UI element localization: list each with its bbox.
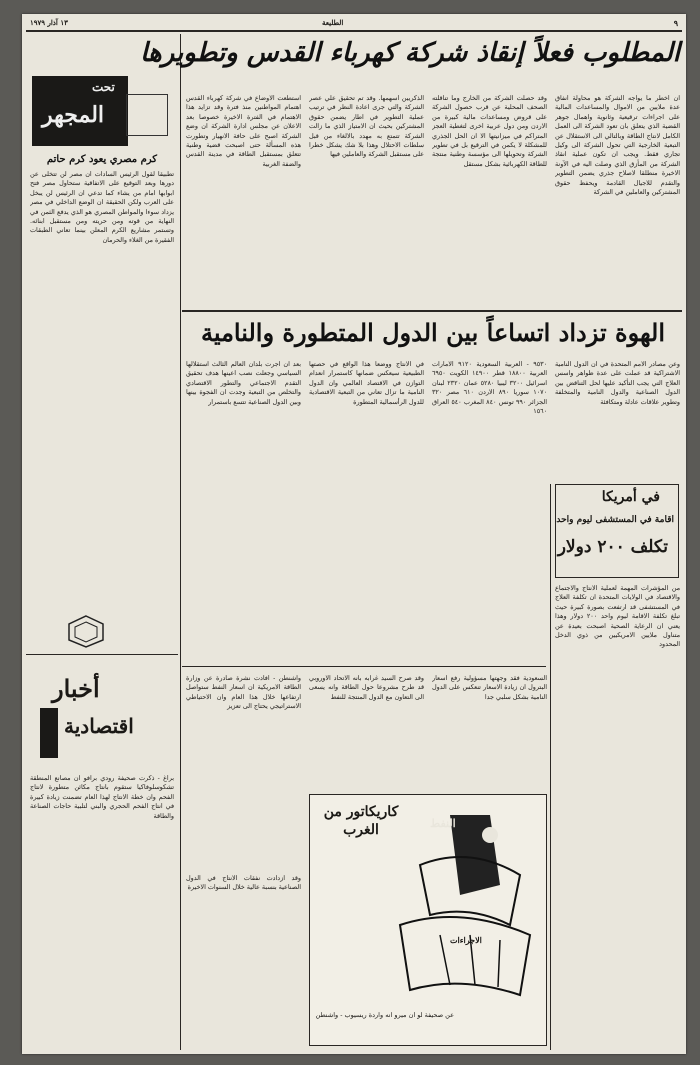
column-logo	[32, 76, 128, 146]
gap-story-headline: الهوة تزداد اتساعاً بين الدول المتطورة والنامية	[200, 318, 666, 347]
top-story-col2: وقد حصلت الشركة من الخارج وما تناقلته الصحف المحلية عن قرب حصول الشركة على قروض ومساعدات مالية كبيرة من الاردن ومن دول عربية اخرى لتغطية العجز المتراكم في ميزانيتها الا ان الحل الجذري للمشكلة لا يكمن في الترقيع بل في تطوير الشركة وتحويلها الى مؤسسة وطنية منتجة للطاقة الكهربائية بشكل مستقل	[432, 94, 547, 168]
gap-story-col1: وعن مصادر الامم المتحدة في ان الدول النامية الاشتراكية قد عملت على عدة ظواهر واسس العلاج التي يجب التأكيد عليها لحل التناقض بين الدول الصناعية والدول النامية والمتخلفة وتطوير علاقات عادلة ومتكافئة	[555, 360, 680, 406]
bottom-col2: وقد صرح السيد غرابه بانه الاتحاد الاوروبي قد طرح مشروعا حول الطاقة وانه يسعى الى التعاون مع الدول المنتجة للنفط	[309, 674, 424, 701]
column-logo-line1: تحت	[92, 80, 115, 94]
top-story-headline: المطلوب فعلاً إنقاذ شركة كهرباء القدس وتطويرها	[140, 38, 680, 68]
america-kicker: في أمريكا	[601, 489, 660, 505]
economy-box	[40, 674, 156, 764]
economy-box-line1: أخبار	[52, 674, 100, 703]
economy-text: براغ - ذكرت صحيفة رودي برافو ان مصانع المنطقة تشكوسلوفاكيا ستقوم بانتاج مكائن متطورة لانتاج الفحم وان خطة الانتاج لهذا العام تضمنت زيادة كبيرة في انتاج الفحم الحجري والبني لتلبية حاجات الصناعة والطاقة	[30, 774, 174, 820]
economy-box-line2: اقتصادية	[64, 714, 134, 738]
left-sidebar	[26, 34, 178, 1050]
america-headline: تكلف ٢٠٠ دولار	[557, 537, 668, 557]
sidebar-rule	[180, 34, 181, 1050]
page-number: ٩	[673, 18, 678, 28]
hexagon-ornament-icon	[66, 614, 106, 648]
top-story-col1: ان اخطر ما يواجه الشركة هو محاولة انفاق عدة ملايين من الاموال والمساعدات المالية على اجراءات ترقيعية وثانوية واهمال جوهر القضية الذي يتعلق بان تعود الشركة الى العمل الكامل لانتاج الطاقة وبالتالي الى الاستقلال عن التبعية الخارجية التي تحول الشركة الى وكيل تجاري فقط. ويجب ان تكون عملية انقاذ الشركة من المأزق الذي وصلت اليه في الآونة الاخيرة منطلقا لاصلاح جذري يضمن التطوير والتقدم للاجيال القادمة ويحفظ حقوق المشتركين والعاملين في الشركة	[555, 94, 680, 197]
bottom-col4: وقد ازدادت نفقات الانتاج في الدول الصناعية بنسبة عالية خلال السنوات الاخيرة	[186, 874, 301, 892]
economy-bars-icon	[40, 708, 58, 758]
top-story-col4: استطعت الاوضاع في شركة كهرباء القدس اهتمام المواطنين منذ فترة وقد تزايد هذا الاهتمام في الفترة الاخيرة خصوصا بعد الاعلان عن مجلس ادارة الشركة ان وضع الشركة اصبح على حافة الانهيار وتطورت هذه المسألة حتى اصبحت قضية وطنية تتعلق بمستقبل الطاقة في مدينة القدس والضفة الغربية	[186, 94, 301, 168]
america-rule	[550, 484, 551, 1050]
paper-name: الطليعة	[322, 18, 344, 27]
bottom-col3: السعودية فقد وجهتها مسؤولية رفع اسعار البترول ان زيادة الاسعار تنعكس على الدول النامية بشكل سلبي جدا	[432, 674, 547, 701]
gap-story-col3: في الانتاج ووضعا هذا الواقع في حصتها الطبيعية سيعكس ضمانها كاستمرار انعدام التوازن في الاقتصاد العالمي وان الدول النامية ما تزال تعاني من التبعية الاقتصادية للدول الرأسمالية المتطورة	[309, 360, 424, 406]
caricature-label-top: النفط	[430, 817, 456, 830]
top-story-col3: الذكريين اسهمها. وقد تم تحقيق علي عصر الشركة والتي جرى اعادة النظر في ترتيب عملية التطوير في اطار يضمن حقوق المشتركين بحيث ان الامتياز الذي ما زالت الشركة تتمتع به مهدد بالالغاء من قبل سلطات الاحتلال وهذا بلا شك يشكل خطرا على مستقبل الشركة والعاملين فيها	[309, 94, 424, 159]
caricature-drawing	[380, 805, 540, 1005]
logo-ornament-icon	[126, 94, 168, 136]
gap-story-col4: بعد ان اجرت بلدان العالم الثالث استقلالها السياسي وجعلت نصب اعينها هدف تحقيق التقدم الاجتماعي والتطور الاقتصادي والتخلص من التبعية وجدت ان الفجوة بينها وبين الدول الصناعية تتسع باستمرار	[186, 360, 301, 406]
column-logo-line2: المجهر	[42, 102, 105, 128]
caricature-label-bottom: الاجراءات	[450, 935, 482, 945]
caricature-caption: عن صحيفة لو ان ميرو انه واردة ريسيوب - واشنطن	[315, 1011, 454, 1019]
caricature-title: كاريكاتور من الغرب	[323, 804, 399, 838]
america-box	[555, 484, 679, 578]
caricature-box	[309, 794, 547, 1046]
gap-story-rule	[182, 666, 546, 667]
sidebar-headline: كرم مصري يعود كرم حاتم	[46, 154, 158, 165]
sidebar-divider	[26, 654, 178, 655]
top-story-rule	[182, 310, 682, 312]
america-line: اقامة في المستشفى ليوم واحد	[556, 515, 674, 525]
header-rule	[26, 30, 682, 32]
sidebar-text: تطبيقا لقول الرئيس السادات ان مصر لن تتخلى عن دورها وبعد التوقيع على الاتفاقية ستحاول مصر فتح ابوابها امام من يشاء كما تدعي ان الرئيس لن يبخل على العرب ولكن الحقيقة ان الوضع الداخلي في مصر يزداد سوءا والمواطن المصري هو الذي يدفع الثمن في النهاية من قوته ومن حريته ومن مستقبل ابنائه. وتستمر مشاريع الكرم المعلن بينما تعاني الطبقات الفقيرة من الغلاء والحرمان	[30, 170, 174, 244]
issue-date: ١٣ آذار ١٩٧٩	[30, 18, 68, 27]
bottom-col1: واشنطن - افادت نشرة صادرة عن وزارة الطاقة الامريكية ان اسعار النفط ستواصل ارتفاعها خلال هذا العام وان الاحتياطي الاستراتيجي يحتاج الى تعزيز	[186, 674, 301, 711]
newspaper-page	[22, 14, 686, 1054]
america-text: من المؤشرات المهمة لعملية الانتاج والاجتماع والاقتصاد في الولايات المتحدة ان تكلفة العلاج في المستشفى قد ارتفعت بصورة كبيرة حيث تبلغ تكلفة الاقامة ليوم واحد ٢٠٠ دولار وهذا يعني ان الرعاية الصحية اصبحت بعيدة عن متناول ملايين الامريكيين من ذوي الدخل المحدود	[555, 584, 680, 649]
gap-story-col2: ٩٥٣٠ - العربية السعودية ٩١٢٠ الامارات العربية ١٨٨٠٠ قطر ١٤٩٠٠ الكويت ٦٩٥٠ اسرائيل ٣٢٠٠ ليبيا ٥٢٨٠ عمان ٢٣٢٠ لبنان ١٠٧٠ سوريا ٨٩٠ الاردن ٦١٠ مصر ٣٢٠ الجزائر ٩٩٠ تونس ٨٤٠ المغرب ٥٤٠ العراق ١٥٦٠	[432, 360, 547, 416]
